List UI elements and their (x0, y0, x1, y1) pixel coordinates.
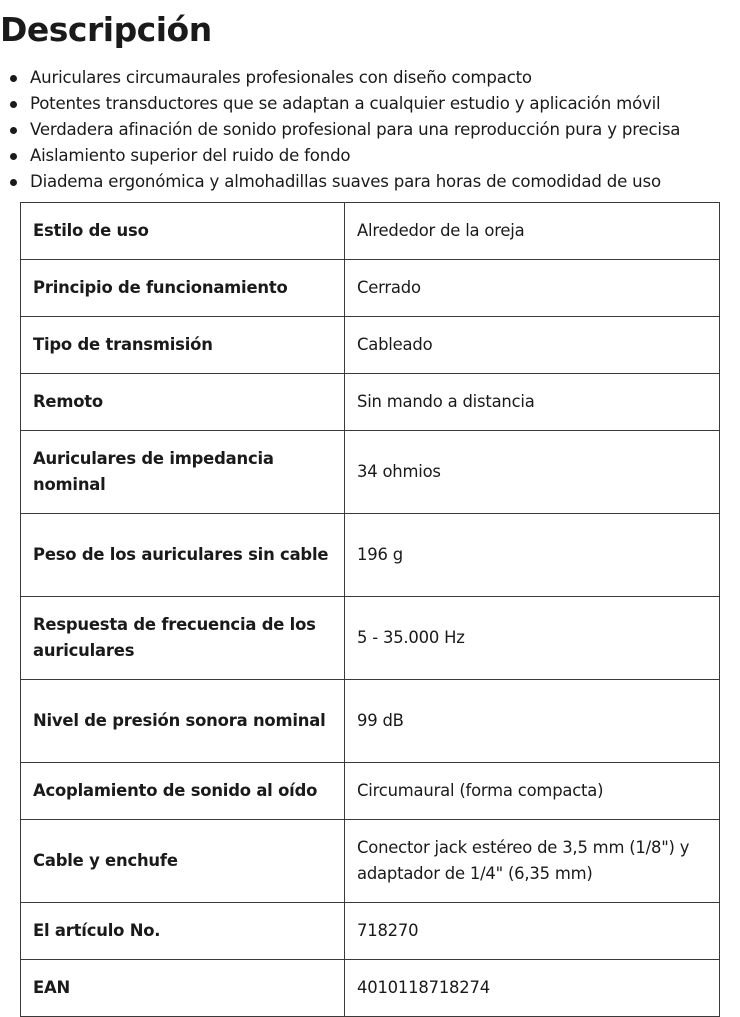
table-row (21, 763, 720, 820)
table-row (21, 203, 720, 260)
table-row (21, 431, 720, 514)
table-row (21, 820, 720, 903)
spec-value: 99 dB (345, 680, 720, 763)
table-row (21, 317, 720, 374)
spec-value: 4010118718274 (345, 960, 720, 1017)
spec-label: Nivel de presión sonora nominal (21, 680, 345, 763)
spec-label: Peso de los auriculares sin cable (21, 514, 345, 597)
table-row (21, 597, 720, 680)
spec-value: 5 - 35.000 Hz (345, 597, 720, 680)
spec-value: 196 g (345, 514, 720, 597)
spec-value: 34 ohmios (345, 431, 720, 514)
spec-value: Circumaural (forma compacta) (345, 763, 720, 820)
feature-item: Potentes transductores que se adaptan a cualquier estudio y aplicación móvil (30, 91, 740, 117)
spec-label: Auriculares de impedancia nominal (21, 431, 345, 514)
spec-label: Estilo de uso (21, 203, 345, 260)
page-title: Descripción (0, 10, 212, 49)
table-row (21, 680, 720, 763)
feature-item: Diadema ergonómica y almohadillas suaves para horas de comodidad de uso (30, 169, 740, 195)
spec-value: 718270 (345, 903, 720, 960)
feature-list (0, 65, 740, 195)
table-row (21, 514, 720, 597)
feature-item: Verdadera afinación de sonido profesional para una reproducción pura y precisa (30, 117, 740, 143)
spec-label: EAN (21, 960, 345, 1017)
spec-label: Respuesta de frecuencia de los auriculares (21, 597, 345, 680)
table-row (21, 374, 720, 431)
feature-item: Auriculares circumaurales profesionales con diseño compacto (30, 65, 740, 91)
table-row (21, 903, 720, 960)
spec-label: Acoplamiento de sonido al oído (21, 763, 345, 820)
feature-item: Aislamiento superior del ruido de fondo (30, 143, 740, 169)
spec-label: Principio de funcionamiento (21, 260, 345, 317)
spec-label: Cable y enchufe (21, 820, 345, 903)
table-row (21, 960, 720, 1017)
spec-value: Cableado (345, 317, 720, 374)
spec-value: Alrededor de la oreja (345, 203, 720, 260)
spec-label: Remoto (21, 374, 345, 431)
spec-value: Conector jack estéreo de 3,5 mm (1/8") y adaptador de 1/4" (6,35 mm) (345, 820, 720, 903)
spec-table (20, 202, 720, 1017)
spec-label: El artículo No. (21, 903, 345, 960)
table-row (21, 260, 720, 317)
spec-label: Tipo de transmisión (21, 317, 345, 374)
spec-value: Sin mando a distancia (345, 374, 720, 431)
spec-value: Cerrado (345, 260, 720, 317)
